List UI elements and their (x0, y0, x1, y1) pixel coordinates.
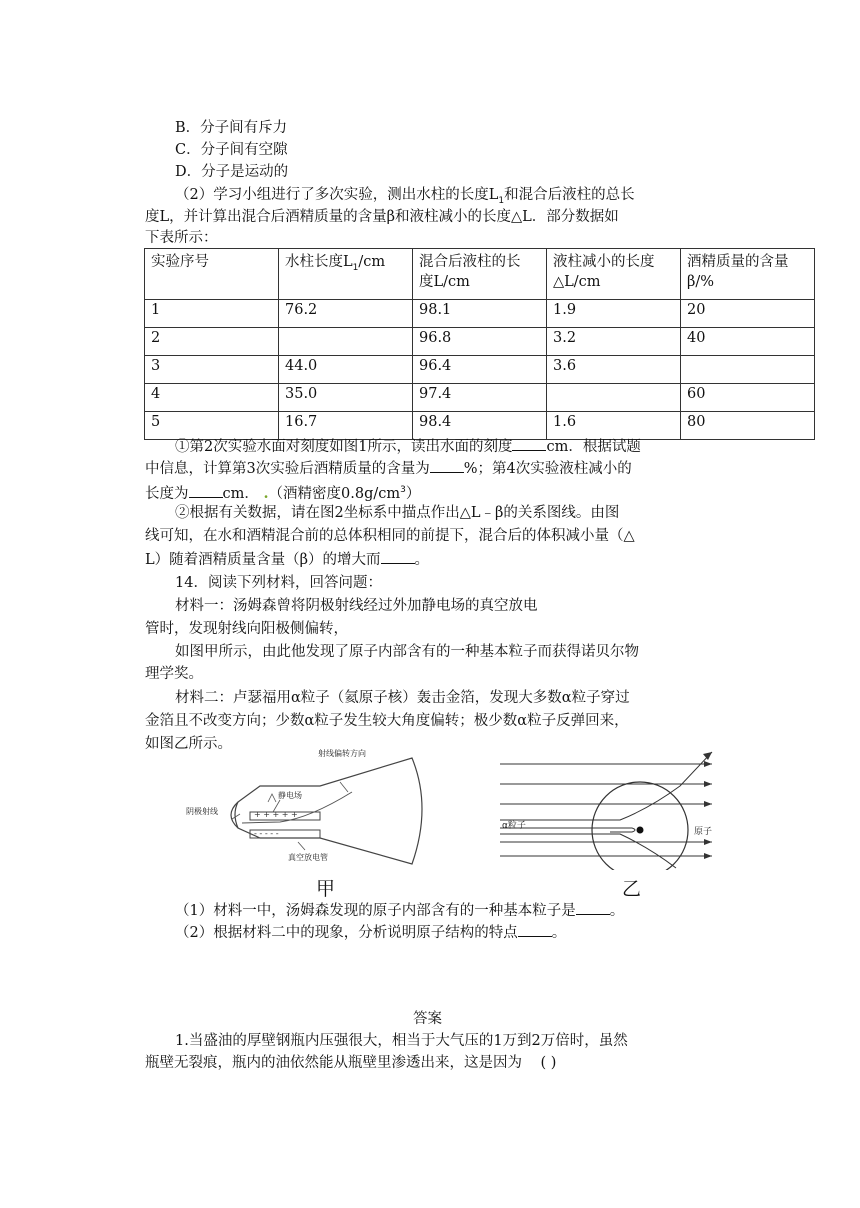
table-cell (279, 328, 413, 356)
option-c: C．分子间有空隙 (175, 142, 288, 158)
atom-label: 原子 (694, 827, 713, 837)
header-cell: 酒精质量的含量 β/% (681, 249, 815, 300)
answer-line1: 1.当盛油的厚壁钢瓶内压强很大，相当于大气压的1万到2万倍时，虽然 (175, 1033, 628, 1049)
option-d: D．分子是运动的 (175, 164, 289, 180)
table-cell: 40 (681, 328, 815, 356)
table-cell (681, 356, 815, 384)
direction-leader (340, 782, 348, 792)
straight-rays (500, 764, 712, 856)
q14-material1-line1: 材料一：汤姆森曾将阴极射线经过外加静电场的真空放电 (175, 598, 538, 614)
table-cell: 35.0 (279, 384, 413, 412)
table-row (145, 356, 815, 384)
nucleus-dot (637, 827, 644, 834)
q14-title: 14．阅读下列材料，回答问题： (175, 575, 382, 591)
plus-signs: + + + + + (254, 810, 298, 819)
mark-dot: . (263, 484, 269, 502)
table-cell: 4 (145, 384, 279, 412)
sub2-line1: ②根据有关数据，请在图2坐标系中描点作出△L﹣β的关系图线。由图 (175, 505, 620, 521)
table-cell: 97.4 (413, 384, 547, 412)
table-cell: 1.9 (547, 300, 681, 328)
table-cell: 1 (145, 300, 279, 328)
table-cell: 98.1 (413, 300, 547, 328)
table-row (145, 328, 815, 356)
data-table (144, 248, 815, 440)
sub1-line1: ①第2次实验水面对刻度如图1所示，读出水面的刻度 cm．根据试题 (175, 436, 641, 457)
table-cell: 44.0 (279, 356, 413, 384)
table-cell: 3.2 (547, 328, 681, 356)
table-cell: 98.4 (413, 412, 547, 440)
table-cell: 2 (145, 328, 279, 356)
table-cell: 1.6 (547, 412, 681, 440)
table-cell: 96.4 (413, 356, 547, 384)
cathode-label: 阴极射线 (186, 807, 218, 816)
figure-jia-caption: 甲 (316, 878, 336, 900)
table-row (145, 384, 815, 412)
figure-yi-alpha-scattering (490, 742, 730, 870)
sub2-line3: L）随着酒精质量含量（β）的增大而 。 (145, 549, 429, 570)
deflected-ray-up (500, 752, 712, 820)
table-cell: 60 (681, 384, 815, 412)
table-row (145, 300, 815, 328)
table-header-row (145, 249, 815, 300)
ask-1: （1）材料一中，汤姆森发现的原子内部含有的一种基本粒子是 。 (175, 900, 624, 921)
field-label: 静电场 (278, 791, 302, 800)
q2-line3: 下表所示： (145, 230, 218, 246)
header-cell: 混合后液柱的长 度L/cm (413, 249, 547, 300)
q14-material2-line3: 如图乙所示。 (145, 736, 232, 752)
sub2-line2: 线可知，在水和酒精混合前的总体积相同的前提下，混合后的体积减小量（△ (145, 528, 635, 544)
header-cell: 水柱长度$L_1/cm$ (279, 249, 413, 300)
table-cell: 5 (145, 412, 279, 440)
header-cell: 实验序号 (145, 249, 279, 300)
cathode-leader (232, 814, 240, 819)
table-cell: 3.6 (547, 356, 681, 384)
minus-signs: - - - - - (254, 829, 279, 838)
table-cell: 16.7 (279, 412, 413, 440)
answer-heading: 答案 (413, 1011, 442, 1027)
atom-circle (592, 782, 688, 870)
q14-material2-line1: 材料二：卢瑟福用α粒子（氦原子核）轰击金箔，发现大多数α粒子穿过 (175, 690, 630, 706)
q14-material1-line4: 理学奖。 (145, 666, 203, 682)
figure-jia-cathode-tube (180, 742, 440, 872)
figure-yi-caption: 乙 (622, 878, 642, 900)
q14-material2-line2: 金箔且不改变方向；少数α粒子发生较大角度偏转；极少数α粒子反弹回来， (145, 713, 629, 729)
table-cell: 3 (145, 356, 279, 384)
sub1-line2: 中信息，计算第3次实验后酒精质量的含量为 %；第4次实验液柱减小的 (145, 458, 632, 479)
alpha-label: α粒子 (502, 821, 526, 831)
q14-material1-line3: 如图甲所示，由此他发现了原子内部含有的一种基本粒子而获得诺贝尔物 (175, 644, 639, 660)
header-cell: 液柱减小的长度 △L/cm (547, 249, 681, 300)
answer-line2: 瓶壁无裂痕，瓶内的油依然能从瓶壁里渗透出来，这是因为 ( ) (145, 1055, 557, 1071)
arrow-heads (703, 752, 712, 859)
tube-leader (298, 842, 305, 850)
sub1-line3: 长度为 cm． .（酒精密度$0.8g/cm^3$） (145, 484, 421, 502)
ask-2: （2）根据材料二中的现象，分析说明原子结构的特点 。 (175, 922, 566, 943)
table-cell (547, 384, 681, 412)
table-cell: 96.8 (413, 328, 547, 356)
table-cell: 20 (681, 300, 815, 328)
direction-label: 射线偏转方向 (318, 749, 366, 758)
table-cell: 76.2 (279, 300, 413, 328)
tube-label: 真空放电管 (288, 853, 328, 862)
option-b: B．分子间有斥力 (175, 120, 288, 136)
q2-line1: （2）学习小组进行了多次实验，测出水柱的长度$L_1$和混合后液柱的总长 (175, 187, 635, 206)
deflected-ray-down (500, 834, 676, 868)
q2-line2: 度L，并计算出混合后酒精质量的含量β和液柱减小的长度△L．部分数据如 (145, 209, 619, 225)
arrow-icon (268, 794, 276, 802)
q14-material1-line2: 管时，发现射线向阳极侧偏转， (145, 621, 348, 637)
table-cell: 80 (681, 412, 815, 440)
